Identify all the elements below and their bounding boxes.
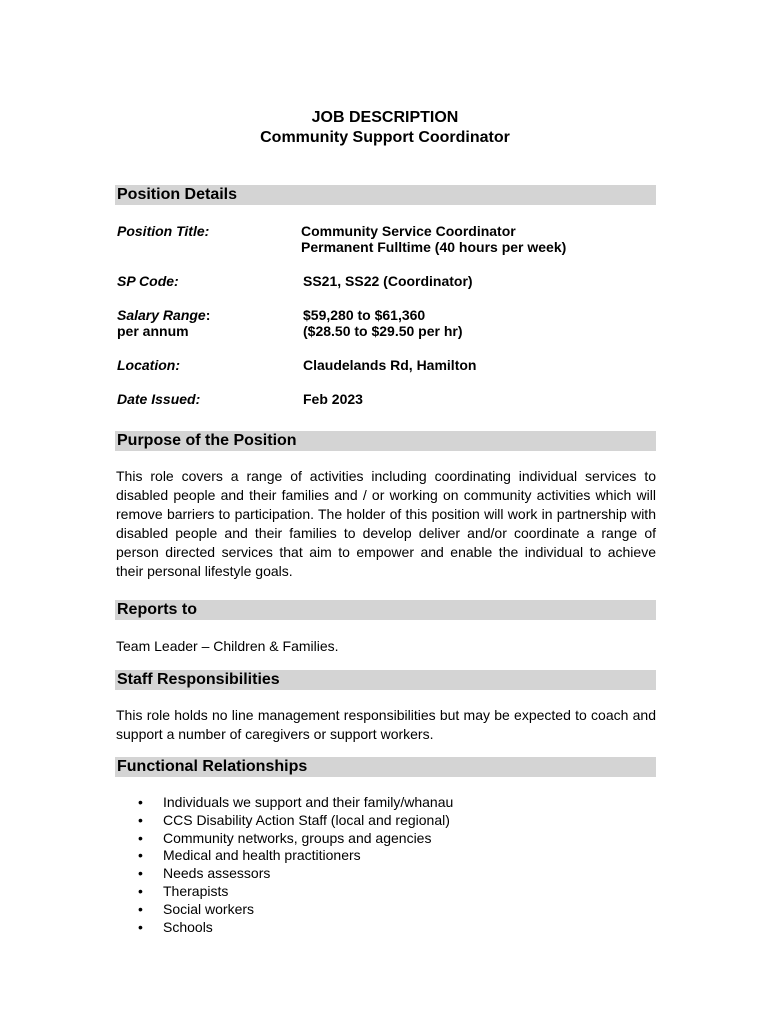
detail-value-date-issued: Feb 2023 — [303, 391, 363, 407]
detail-label-sp-code: SP Code: — [117, 273, 179, 289]
detail-value-sp-code: SS21, SS22 (Coordinator) — [303, 273, 473, 289]
detail-label-salary-colon: : — [205, 307, 211, 323]
document-subtitle: Community Support Coordinator — [260, 129, 510, 146]
bullet-icon: • — [138, 811, 143, 828]
section-heading-position-details: Position Details — [115, 185, 656, 205]
detail-label-location: Location: — [117, 357, 180, 373]
section-heading-purpose: Purpose of the Position — [115, 431, 656, 451]
detail-row-location — [117, 357, 657, 375]
list-item: • Schools — [138, 918, 213, 935]
detail-value-salary-annual: $59,280 to $61,360 — [303, 307, 426, 323]
list-item: • Community networks, groups and agencies — [138, 829, 432, 846]
reports-to-paragraph: Team Leader – Children & Families. — [116, 638, 339, 654]
section-heading-functional-relationships: Functional Relationships — [115, 757, 656, 777]
detail-label-salary: Salary Range — [117, 307, 206, 323]
detail-value-position-type: Permanent Fulltime (40 hours per week) — [301, 239, 567, 255]
detail-row-sp-code — [117, 273, 657, 291]
detail-row-position-title — [117, 223, 657, 257]
section-heading-staff-responsibilities: Staff Responsibilities — [115, 670, 656, 690]
list-item: • Therapists — [138, 882, 229, 899]
document-title: JOB DESCRIPTION — [311, 109, 459, 126]
detail-label-position-title: Position Title: — [117, 223, 210, 239]
detail-label-date-issued: Date Issued: — [117, 391, 201, 407]
detail-row-date-issued — [117, 391, 657, 409]
list-item: • Needs assessors — [138, 865, 271, 882]
purpose-paragraph: This role covers a range of activities including coordinating individual services to disabled people and their families and / or working on community activities which will remove barriers to participation. The holder of this position will work in partnership with disabled people and their families to develop deliver and/or coordinate a range of person directed services that aim to empower and enable the individual to achieve their personal lifestyle goals. — [116, 468, 656, 579]
staff-responsibilities-paragraph: This role holds no line management responsibilities but may be expected to coach and support a number of caregivers or support workers. — [116, 707, 656, 742]
bullet-icon: • — [138, 900, 143, 917]
bullet-icon: • — [138, 882, 143, 899]
section-heading-reports-to: Reports to — [115, 600, 656, 620]
bullet-icon: • — [138, 918, 143, 935]
bullet-icon: • — [138, 794, 143, 810]
functional-relationships-list — [116, 794, 656, 936]
detail-label-per-annum: per annum — [117, 323, 189, 339]
list-item: • Social workers — [138, 900, 255, 917]
detail-value-location: Claudelands Rd, Hamilton — [303, 357, 477, 373]
detail-value-salary-hourly: ($28.50 to $29.50 per hr) — [303, 323, 463, 339]
list-item: • Individuals we support and their family/whanau — [138, 794, 454, 810]
bullet-icon: • — [138, 829, 143, 846]
list-item: • Medical and health practitioners — [138, 847, 361, 864]
detail-value-position-title: Community Service Coordinator — [301, 223, 516, 239]
detail-row-salary — [117, 307, 657, 341]
list-item: • CCS Disability Action Staff (local and regional) — [138, 811, 450, 828]
bullet-icon: • — [138, 847, 143, 864]
bullet-icon: • — [138, 865, 143, 882]
